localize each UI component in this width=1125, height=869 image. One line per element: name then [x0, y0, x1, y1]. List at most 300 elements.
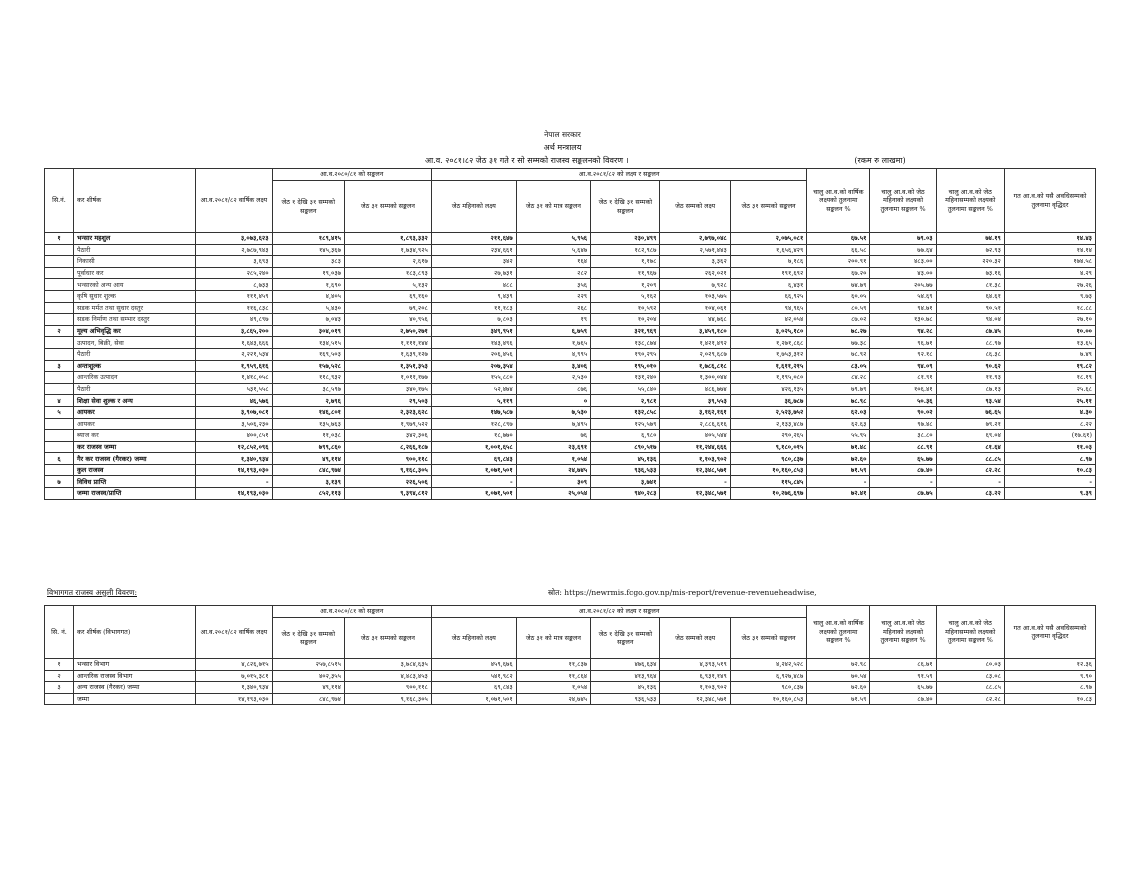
cell-sn — [45, 314, 74, 326]
cell-value: ८४८,९७४ — [272, 693, 344, 705]
cell-value: १,०७१,५०१ — [431, 693, 516, 705]
cell-value: ३,६९३ — [196, 256, 273, 268]
cell-value: २८५,२४० — [196, 267, 273, 279]
cell-value: ८७६ — [516, 383, 590, 395]
cell-value: ७,०४३ — [272, 314, 344, 326]
cell-value: ७४.१९ — [936, 233, 1004, 245]
cell-value: ५४१,९८२ — [431, 670, 516, 682]
cell-value: ३,७८४,६३५ — [344, 659, 431, 671]
cell-value: १,०५४ — [516, 682, 590, 694]
cell-value: ४८८ — [431, 279, 516, 291]
unit-note: (रकम रु लाखमा) — [854, 156, 906, 165]
cell-value: ८७.४० — [870, 464, 936, 476]
cell-value: १०६.४१ — [870, 383, 936, 395]
cell-title: अन्तःशुल्क — [73, 360, 195, 372]
cell-value: ७१.५९ — [807, 464, 870, 476]
cell-value: ३८३ — [272, 256, 344, 268]
cell-value: ७०.५४ — [807, 670, 870, 682]
cell-value: ११,९६७ — [591, 267, 660, 279]
col-cur-d: जेठ सम्मको लक्ष्य — [660, 181, 730, 233]
cell-value: ८२.२८ — [936, 693, 1004, 705]
cell-value: २,९८१ — [591, 395, 660, 407]
col-sn: सि. नं. — [45, 606, 74, 659]
cell-value: ९४.२८ — [870, 325, 936, 337]
cell-value: २५७,८५१५ — [272, 659, 344, 671]
cell-value: १७४.५८ — [1004, 256, 1095, 268]
ministry-heading: अर्थ मन्त्रालय — [543, 143, 582, 152]
col-p1: चालु आ.व.को वार्षिक लक्ष्यको तुलनामा सङ्कलन % — [807, 606, 870, 659]
cell-value: ६,९८० — [591, 430, 660, 442]
table-row — [45, 360, 1096, 372]
cell-value: ३४२,३०६ — [344, 430, 431, 442]
cell-title: भन्सारको अन्य आय — [73, 279, 195, 291]
cell-value: ४,९९५ — [516, 348, 590, 360]
cell-value: १४,१९३,०३० — [196, 464, 273, 476]
cell-value: ३६,७८७ — [730, 395, 807, 407]
cell-value: २,७५०,२७१ — [344, 325, 431, 337]
cell-value: ९०.६२ — [936, 360, 1004, 372]
cell-value: ६२.६३ — [807, 418, 870, 430]
department-section-title: विभागगत राजस्व असुली विवरण: — [47, 588, 137, 597]
cell-value: ३,०२५,१८० — [730, 325, 807, 337]
cell-value: २०६,४५६ — [431, 348, 516, 360]
cell-value: २२६,५०६ — [344, 476, 431, 488]
cell-value: ४५,१३६ — [591, 453, 660, 465]
cell-value: २,५२३,७५२ — [730, 406, 807, 418]
cell-value: २,०७५,०८१ — [730, 233, 807, 245]
cell-value: २,८८६,६१६ — [660, 418, 730, 430]
cell-value: २५.६८ — [1004, 383, 1095, 395]
cell-value: २७,७३१ — [431, 267, 516, 279]
cell-value: ८७.१३ — [936, 383, 1004, 395]
cell-value: ८१.६४ — [936, 441, 1004, 453]
cell-value: ७४.७९ — [807, 279, 870, 291]
cell-value: १,७३४,९२५ — [344, 244, 431, 256]
cell-value: ३२१,९६९ — [591, 325, 660, 337]
cell-value: १,६९० — [272, 279, 344, 291]
cell-value: १,७८६,८१८ — [660, 360, 730, 372]
cell-value: - — [936, 476, 1004, 488]
cell-value: ११६,८३८ — [196, 302, 273, 314]
cell-value: ३,१३९ — [272, 476, 344, 488]
cell-title: आयकर — [73, 406, 195, 418]
cell-value: ८७.४० — [870, 693, 936, 705]
cell-value: २८२ — [516, 267, 590, 279]
col-prev-b: जेठ ३१ सम्मको सङ्कलन — [344, 181, 431, 233]
cell-value: २७.१० — [1004, 314, 1095, 326]
cell-value: ६६,९२५ — [730, 290, 807, 302]
cell-value: ९४.०४ — [936, 314, 1004, 326]
cell-value: ९,१६८,३०५ — [344, 464, 431, 476]
col-p2: चालु आ.व.को जेठ महिनाको लक्ष्यको तुलनामा सङ्कलन % — [870, 606, 936, 659]
cell-value: १२,३४८,५७१ — [660, 488, 730, 500]
cell-value: २,१३३,४८७ — [730, 418, 807, 430]
table-row — [45, 476, 1096, 488]
col-cur-a: जेठ महिनाको लक्ष्य — [431, 181, 516, 233]
cell-value: ८४८,९७४ — [272, 464, 344, 476]
cell-value: ६०.०५ — [807, 290, 870, 302]
cell-value: ३४०,१७५ — [344, 383, 431, 395]
cell-value: ८१.३८ — [936, 279, 1004, 291]
cell-value: ११.०३ — [1004, 441, 1095, 453]
cell-value: १२,८५२,०९६ — [196, 441, 273, 453]
cell-value: ९,१८०,०१५ — [730, 441, 807, 453]
table-row — [45, 682, 1096, 694]
col-p4: गत आ.व.को यसै अवधिसम्मको तुलनामा वृद्धिदर — [1004, 606, 1095, 659]
cell-value: १३१,२४० — [591, 372, 660, 384]
cell-value: ९४.७१ — [870, 302, 936, 314]
cell-value: ११,८६४ — [516, 670, 590, 682]
cell-title: मूल्य अभिवृद्धि कर — [73, 325, 195, 337]
cell-value: ६६.५८ — [807, 244, 870, 256]
cell-value: ७७.३८ — [807, 337, 870, 349]
cell-value: ८७.०२ — [807, 314, 870, 326]
cell-sn — [45, 441, 74, 453]
cell-sn: ६ — [45, 453, 74, 465]
col-target: आ.व.२०८१/८२ वार्षिक लक्ष्य — [196, 169, 273, 233]
cell-value: १,१९५,०८० — [730, 372, 807, 384]
cell-sn — [45, 302, 74, 314]
cell-value: ८३.२२ — [936, 488, 1004, 500]
cell-value: ८,७३३ — [196, 279, 273, 291]
cell-value: २११,६४७ — [431, 233, 516, 245]
cell-value: ९३.५४ — [936, 395, 1004, 407]
cell-value: ५,११९ — [431, 395, 516, 407]
cell-value: ७,५३० — [516, 406, 590, 418]
cell-sn — [45, 256, 74, 268]
cell-value: ४२,०५४ — [730, 314, 807, 326]
cell-sn: १ — [45, 659, 74, 671]
cell-value: १११,४५९ — [196, 290, 273, 302]
cell-title: विविध प्राप्ति — [73, 476, 195, 488]
cell-value: ८२.२८ — [936, 464, 1004, 476]
col-cur-c: जेठ १ देखि ३१ सम्मको सङ्कलन — [591, 618, 660, 659]
cell-value: १,३००,०४४ — [660, 372, 730, 384]
col-p1: चालु आ.व.को वार्षिक लक्ष्यको तुलनामा सङ्कलन % — [807, 169, 870, 233]
cell-value: १,२०९ — [591, 279, 660, 291]
cell-value: २९०,२६५ — [730, 430, 807, 442]
col-p2: चालु आ.व.को जेठ महिनाको लक्ष्यको तुलनामा सङ्कलन % — [870, 169, 936, 233]
cell-value: ७८.९२ — [807, 348, 870, 360]
cell-value: १०,१६०,८५३ — [730, 693, 807, 705]
cell-value: ३०९ — [516, 476, 590, 488]
cell-sn — [45, 693, 74, 705]
cell-value: ४२६,१३५ — [730, 383, 807, 395]
cell-sn: १ — [45, 233, 74, 245]
cell-title: भन्सार महशुल — [73, 233, 195, 245]
col-prev-a: जेठ १ देखि ३१ सम्मको सङ्कलन — [272, 618, 344, 659]
cell-value: ४००,८५१ — [196, 430, 273, 442]
cell-title: शिक्षा सेवा शुल्क र अन्य — [73, 395, 195, 407]
cell-value: ९४,९६५ — [730, 302, 807, 314]
cell-title: निकासी — [73, 256, 195, 268]
cell-value: १,३५१,३५३ — [344, 360, 431, 372]
cell-title: आन्तरिक उत्पादन — [73, 372, 195, 384]
table-header-row — [45, 606, 1096, 618]
cell-value: ९००,११८ — [344, 682, 431, 694]
cell-value: १०.०० — [1004, 325, 1095, 337]
col-title: कर शीर्षक — [73, 169, 195, 233]
cell-title: कुल राजस्व — [73, 464, 195, 476]
cell-value: ९७.४८ — [870, 418, 936, 430]
cell-value: ४,८२६,७१५ — [196, 659, 273, 671]
table-row — [45, 290, 1096, 302]
cell-value: ३९,५५३ — [660, 395, 730, 407]
cell-value: १,०११,१७७ — [344, 372, 431, 384]
cell-sn: २ — [45, 670, 74, 682]
cell-value: ३,४०६ — [516, 360, 590, 372]
cell-value: ६७.५१ — [807, 233, 870, 245]
col-cur-d: जेठ सम्मको लक्ष्य — [660, 618, 730, 659]
cell-value: ७९.२१ — [936, 418, 1004, 430]
cell-value: २२९ — [516, 290, 590, 302]
source-link[interactable]: स्रोत: https://newrmis.fcgo.gov.np/mis-report/revenue-revenueheadwise, — [548, 588, 817, 597]
cell-value: ७९.७९ — [807, 383, 870, 395]
col-sn: सि.नं. — [45, 169, 74, 233]
cell-value: ९२.१८ — [870, 348, 936, 360]
cell-value: ९६.७१ — [870, 337, 936, 349]
cell-value: ५,४३० — [272, 302, 344, 314]
table-row — [45, 325, 1096, 337]
cell-title: आन्तरिक राजस्व विभाग — [73, 670, 195, 682]
cell-value: ९.९० — [1004, 670, 1095, 682]
cell-value: ९८०,८३७ — [730, 682, 807, 694]
cell-value: ११,१८३ — [431, 302, 516, 314]
cell-value: ९०.०२ — [870, 406, 936, 418]
cell-value: १३४,५१५ — [272, 337, 344, 349]
cell-value: १०३,५७५ — [660, 290, 730, 302]
cell-value: ५५.९५ — [807, 430, 870, 442]
cell-value: २,०२९,६८७ — [660, 348, 730, 360]
table-header-row — [45, 169, 1096, 181]
government-heading: नेपाल सरकार — [544, 130, 581, 139]
cell-value: २,७९७,०४८ — [660, 233, 730, 245]
cell-value: १८२,९८७ — [591, 244, 660, 256]
cell-value: १०,२७६,६९७ — [730, 488, 807, 500]
cell-title: अन्य राजस्व (गैरकर) जम्मा — [73, 682, 195, 694]
cell-value: ११,०३८ — [272, 430, 344, 442]
cell-value: ३८,५९७ — [272, 383, 344, 395]
cell-value: ३८.८० — [870, 430, 936, 442]
cell-title: जम्मा — [73, 693, 195, 705]
cell-value: १२५,५७९ — [591, 418, 660, 430]
table-row — [45, 693, 1096, 705]
cell-value: ६,४३१ — [730, 279, 807, 291]
cell-value: ७,४९५ — [516, 418, 590, 430]
cell-sn: ७ — [45, 476, 74, 488]
cell-value: १४५,३६७ — [272, 244, 344, 256]
cell-value: १,०७१,५०१ — [431, 464, 516, 476]
cell-value: १,२७१,८६८ — [730, 337, 807, 349]
cell-title: कृषि सुधार शुल्क — [73, 290, 195, 302]
cell-value: १,८९३,३३२ — [344, 233, 431, 245]
cell-value: ४८३.०० — [870, 256, 936, 268]
cell-value: १४,१९३,०३० — [196, 693, 273, 705]
cell-value: ६,९२७,४८७ — [730, 670, 807, 682]
cell-value: ४६,५७६ — [196, 395, 273, 407]
cell-value: २६८ — [516, 302, 590, 314]
cell-value: १६४ — [516, 256, 590, 268]
cell-value: १,४२१,४९२ — [660, 337, 730, 349]
cell-value: ५,१६२ — [591, 290, 660, 302]
cell-value: ९,३९४,८१२ — [344, 488, 431, 500]
cell-value: ६२.०३ — [807, 406, 870, 418]
cell-value: ४५,१३६ — [591, 682, 660, 694]
cell-value: ९,४३९ — [431, 290, 516, 302]
cell-sn — [45, 244, 74, 256]
col-cur-group: आ.व.२०८१/८२ को लक्ष्य र सङ्कलन — [431, 169, 806, 181]
cell-value: १,३४०,९३४ — [196, 682, 273, 694]
cell-value: ४,४८३,४५३ — [344, 670, 431, 682]
table-row — [45, 244, 1096, 256]
table-row — [45, 233, 1096, 245]
cell-value: २००.९१ — [807, 256, 870, 268]
cell-value: १,१०३,९०२ — [660, 453, 730, 465]
cell-sn — [45, 430, 74, 442]
cell-value: ८५२,११३ — [272, 488, 344, 500]
col-cur-c: जेठ १ देखि ३१ सम्मको सङ्कलन — [591, 181, 660, 233]
cell-value: ३,७४१ — [591, 476, 660, 488]
cell-title: उत्पादन, बिक्री, सेवा — [73, 337, 195, 349]
cell-value: २२०.३२ — [936, 256, 1004, 268]
cell-sn — [45, 337, 74, 349]
cell-value: ५२,४७४ — [431, 383, 516, 395]
cell-value: ५३१,५५८ — [196, 383, 273, 395]
cell-value: २,२२१,५३४ — [196, 348, 273, 360]
cell-value: ७८.९८ — [807, 395, 870, 407]
cell-value: २७.२६ — [1004, 279, 1095, 291]
cell-value: - — [431, 476, 516, 488]
cell-value: २०५.७७ — [870, 279, 936, 291]
cell-value: ८३.०८ — [936, 670, 1004, 682]
cell-value: ४.३० — [1004, 406, 1095, 418]
cell-title: पैठारी — [73, 244, 195, 256]
cell-value: १,१११,१४४ — [344, 337, 431, 349]
col-cur-a: जेठ महिनाको लक्ष्य — [431, 618, 516, 659]
cell-sn — [45, 418, 74, 430]
cell-value: ९८०,८३७ — [730, 453, 807, 465]
cell-value: ५,९५६ — [516, 233, 590, 245]
cell-sn — [45, 372, 74, 384]
cell-title: भन्सार विभाग — [73, 659, 195, 671]
cell-value: ६९,८४३ — [431, 453, 516, 465]
table-row — [45, 348, 1096, 360]
cell-value: ४०,९५६ — [344, 314, 431, 326]
cell-value: ८६.७१ — [870, 659, 936, 671]
table-row — [45, 279, 1096, 291]
cell-value: १९५,०१० — [591, 360, 660, 372]
cell-value: ८८.९७ — [936, 337, 1004, 349]
cell-value: ८.२२ — [1004, 418, 1095, 430]
table-row — [45, 383, 1096, 395]
col-prev-group: आ.व.२०८०/८१ को सङ्कलन — [272, 169, 431, 181]
cell-value: ८८.९१ — [870, 441, 936, 453]
cell-value: १९०,२९५ — [591, 348, 660, 360]
cell-value: ८,२६६,१८७ — [344, 441, 431, 453]
cell-value: ७९.०३ — [870, 233, 936, 245]
cell-value: १,९७९,५२२ — [344, 418, 431, 430]
cell-value: - — [196, 476, 273, 488]
cell-value: ३४२ — [431, 256, 516, 268]
cell-value: १८३,८९३ — [344, 267, 431, 279]
table-row — [45, 488, 1096, 500]
cell-title: पूर्वाधार कर — [73, 267, 195, 279]
cell-value: १,७५३,३१२ — [730, 348, 807, 360]
cell-value: ७३.१६ — [936, 267, 1004, 279]
cell-value: ४०२,३५५ — [272, 670, 344, 682]
cell-value: ७२.९८ — [807, 659, 870, 671]
cell-value: ४,२४२,५२८ — [730, 659, 807, 671]
cell-value: १२.३६ — [1004, 659, 1095, 671]
cell-value: १०,१६०,८५३ — [730, 464, 807, 476]
table-row — [45, 659, 1096, 671]
cell-value: ३,१६२,१६१ — [660, 406, 730, 418]
cell-value: ७६.६५ — [936, 406, 1004, 418]
cell-value: ४४,७६८ — [660, 314, 730, 326]
cell-sn — [45, 464, 74, 476]
cell-value: ७१.५९ — [807, 693, 870, 705]
cell-value: ८८.८५ — [936, 453, 1004, 465]
cell-value: ११,८३७ — [516, 659, 590, 671]
cell-value: २०७,३५४ — [431, 360, 516, 372]
cell-value: ६,९३१,१४९ — [660, 670, 730, 682]
col-cur-e: जेठ ३१ सम्मको सङ्कलन — [730, 181, 807, 233]
cell-value: १४७,५८७ — [431, 406, 516, 418]
cell-value: १५७,५२८ — [272, 360, 344, 372]
cell-sn: ५ — [45, 406, 74, 418]
cell-value: ८७.४५ — [936, 325, 1004, 337]
cell-value: ४१३,९६४ — [591, 670, 660, 682]
cell-value: ६९,८४३ — [431, 682, 516, 694]
cell-value: ७९९,८६० — [272, 441, 344, 453]
cell-sn: ४ — [45, 395, 74, 407]
cell-value: २३४,६६१ — [431, 244, 516, 256]
col-cur-group: आ.व.२०८१/८२ को लक्ष्य र सङ्कलन — [431, 606, 806, 618]
cell-value: १३५,७६३ — [272, 418, 344, 430]
cell-value: २६२,०२१ — [660, 267, 730, 279]
cell-value: ३०४,०१९ — [272, 325, 344, 337]
cell-value: १३.६५ — [1004, 337, 1095, 349]
col-cur-e: जेठ ३१ सम्मको सङ्कलन — [730, 618, 807, 659]
cell-value: ११,२४४,६६६ — [660, 441, 730, 453]
cell-value: ७६ — [516, 430, 590, 442]
table-row — [45, 418, 1096, 430]
cell-value: ९४०,२८३ — [591, 488, 660, 500]
cell-value: २३०,४९९ — [591, 233, 660, 245]
cell-value: ६५.७७ — [870, 682, 936, 694]
cell-value: ४३.०० — [870, 267, 936, 279]
cell-value: १,१०३,९०२ — [660, 682, 730, 694]
cell-value: २९,५०३ — [344, 395, 431, 407]
table-row — [45, 314, 1096, 326]
cell-value: ५५,८४० — [591, 383, 660, 395]
cell-title: जम्मा राजस्व/प्राप्ति — [73, 488, 195, 500]
cell-value: ९४.०९ — [870, 360, 936, 372]
cell-value: १,६३९,१२७ — [344, 348, 431, 360]
cell-title: पैठारी — [73, 348, 195, 360]
cell-value: (१७.६१) — [1004, 430, 1095, 442]
cell-value: ७,०१५,३८१ — [196, 670, 273, 682]
cell-value: ८६.३८ — [936, 348, 1004, 360]
cell-sn — [45, 488, 74, 500]
cell-value: ६५.७७ — [870, 453, 936, 465]
cell-value: ४९,११४ — [272, 453, 344, 465]
cell-value: ९००,११८ — [344, 453, 431, 465]
cell-value: १२,३४८,५७१ — [660, 693, 730, 705]
cell-value: १४६,८०१ — [272, 406, 344, 418]
cell-value: ८१.९१ — [870, 372, 936, 384]
cell-value: ७,१८६ — [730, 256, 807, 268]
